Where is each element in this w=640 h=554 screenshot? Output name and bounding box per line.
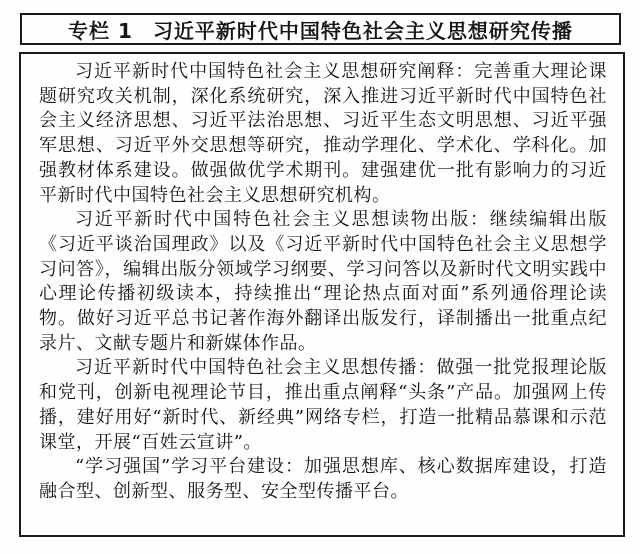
paragraph-publications: 习近平新时代中国特色社会主义思想读物出版：继续编辑出版《习近平谈治国理政》以及《习近平新时代中国特色社会主义思想学习问答》，编辑出版分领域学习纲要、学习问答以及新时代文明实践中心理论传播初级读本，持续推出“理论热点面对面”系列通俗理论读物。做好习近平总书记著作海外翻译出版发行，译制播出一批重点纪录片、文献专题片和新媒体作品。 [39,209,607,354]
paragraph-research-interpretation: 习近平新时代中国特色社会主义思想研究阐释：完善重大理论课题研究攻关机制，深化系统研究，深入推进习近平新时代中国特色社会主义经济思想、习近平法治思想、习近平生态文明思想、习近平强军思想、习近平外交思想等研究，推动学理化、学术化、学科化。加强教材体系建设。做强做优学术期刊。建强建优一批有影响力的习近平新时代中国特色社会主义思想研究机构。 [39,61,607,206]
column-title-box [20,13,621,45]
column-title: 习近平新时代中国特色社会主义思想研究传播 [152,18,573,43]
column-body-box [19,52,625,537]
paragraph-xuexi-qiangguo-platform: “学习强国”学习平台建设：加强思想库、核心数据库建设，打造融合型、创新型、服务型、安全型传播平台。 [39,456,607,502]
paragraph-dissemination: 习近平新时代中国特色社会主义思想传播：做强一批党报理论版和党刊，创新电视理论节目，推出重点阐释“头条”产品。加强网上传播，建好用好“新时代、新经典”网络专栏，打造一批精品慕课和示范课堂，开展“百姓云宣讲”。 [39,357,607,453]
column-label: 专栏 1 [68,18,133,43]
